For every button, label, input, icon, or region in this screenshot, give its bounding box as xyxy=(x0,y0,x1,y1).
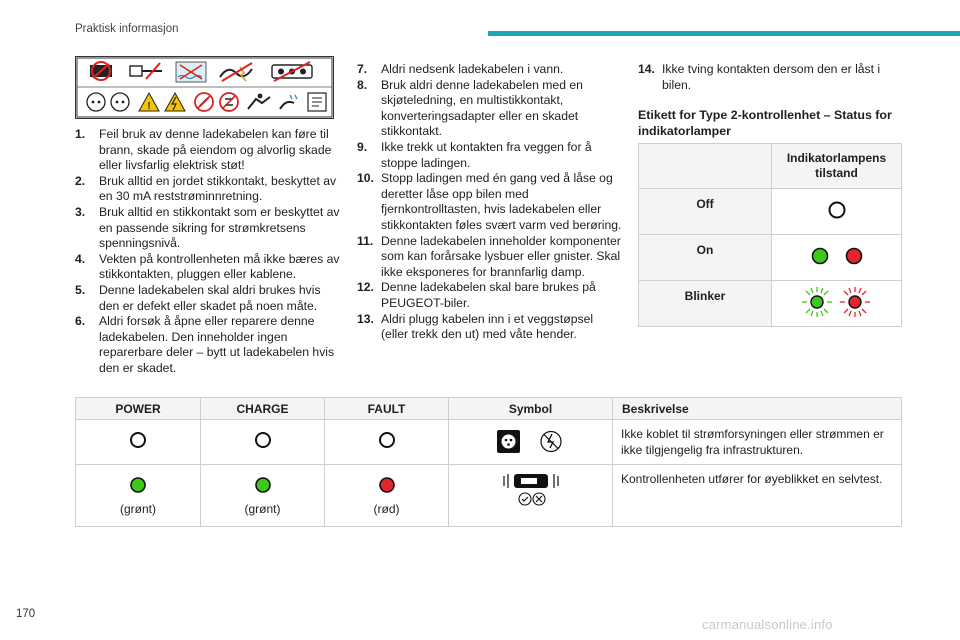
col-header-description: Beskrivelse xyxy=(613,398,902,420)
table-row xyxy=(76,420,902,465)
status-lamps-on xyxy=(772,235,902,281)
warning-label-image xyxy=(75,56,334,119)
lamp-blink-icons xyxy=(799,284,875,320)
symbol-cell xyxy=(449,465,613,527)
list-item: 2. Bruk alltid en jordet stikkontakt, beskyttet av en 30 mA reststrøminnretning. xyxy=(75,173,337,204)
check-ok-icon xyxy=(519,493,531,505)
svg-text:!: ! xyxy=(147,101,151,112)
power-cell xyxy=(76,465,201,527)
watermark: carmanualsonline.info xyxy=(702,617,833,632)
no-water-icon xyxy=(176,62,206,82)
status-label-blink: Blinker xyxy=(639,281,772,327)
safety-list-right xyxy=(638,62,900,93)
list-item: 4. Vekten på kontrollenheten må ikke bæres av stikkontakten, pluggen eller kablene. xyxy=(75,251,340,282)
plug-icon xyxy=(497,430,520,453)
lamp-green-icon xyxy=(252,474,274,496)
control-unit-test-icon xyxy=(496,472,566,508)
col-header-symbol: Symbol xyxy=(449,398,613,420)
lamp-off-icon xyxy=(252,429,274,451)
fault-cell xyxy=(325,465,449,527)
charge-cell xyxy=(201,465,325,527)
col-header-charge: CHARGE xyxy=(201,398,325,420)
status-section-title: Etikett for Type 2-kontrollenhet – Status for indikatorlamper xyxy=(638,108,892,138)
description-cell: Kontrollenheten utfører for øyeblikket en selvtest. xyxy=(613,465,902,527)
list-item: 1. Feil bruk av denne ladekabelen kan føre til brann, skade på eiendom og alvorlig skade eller livsfarlig elektrisk støt! xyxy=(75,127,332,173)
status-label-on: On xyxy=(639,235,772,281)
no-power-icon xyxy=(541,432,561,452)
power-cell xyxy=(76,420,201,465)
list-item: 13. Aldri plugg kabelen inn i et veggstøpsel (eller trekk den ut) med våte hender. xyxy=(357,311,594,342)
header-accent-bar xyxy=(488,31,960,36)
lamp-red-icon xyxy=(846,249,861,264)
list-item: 5. Denne ladekabelen skal aldri brukes hvis den er defekt eller skadet på noen måte. xyxy=(75,282,321,313)
status-col-header: Indikatorlampens tilstand xyxy=(772,144,902,189)
lamp-green-icon xyxy=(812,249,827,264)
lamp-green-blink-icon xyxy=(802,287,832,317)
status-lamps-off xyxy=(772,189,902,235)
description-cell: Ikke koblet til strømforsyningen eller strømmen er ikke tilgjengelig fra infrastrukturen. xyxy=(613,420,902,465)
symbol-cell xyxy=(449,420,613,465)
indicator-status-table xyxy=(638,143,902,327)
list-item: 7. Aldri nedsenk ladekabelen i vann. xyxy=(357,62,564,76)
page-number: 170 xyxy=(16,608,36,620)
lamp-off-icon xyxy=(127,429,149,451)
list-item: 9. Ikke trekk ut kontakten fra veggen for å stoppe ladingen. xyxy=(357,139,592,170)
lamp-red-icon xyxy=(376,474,398,496)
list-item: 11. Denne ladekabelen inneholder komponenter som kan forårsake lysbuer eller gnister. Skal ikke eksponeres for brannfarlig damp. xyxy=(357,233,621,279)
list-item: 8. Bruk aldri denne ladekabelen med en skjøteledning, en multistikkontakt, konverteringsadapter eller en skadet stikkontakt. xyxy=(357,77,583,139)
col-header-fault: FAULT xyxy=(325,398,449,420)
list-item: 10. Stopp ladingen med én gang ved å låse og deretter låse opp bilen med fjernkontrolltasten, hvis ladekabelen eller stikkontakten føles svært varm ved berøring. xyxy=(357,171,622,232)
list-item: 3. Bruk alltid en stikkontakt som er beskyttet av en passende sikring for strømkretsens spenningsnivå. xyxy=(75,204,340,251)
fault-cell xyxy=(325,420,449,465)
lamp-color-label: (grønt) xyxy=(120,502,156,516)
check-fault-icon xyxy=(533,493,545,505)
col-header-power: POWER xyxy=(76,398,201,420)
lamp-green-icon xyxy=(127,474,149,496)
table-row xyxy=(76,465,902,527)
charge-cell xyxy=(201,420,325,465)
lamp-red-blink-icon xyxy=(840,287,870,317)
status-lamps-blink xyxy=(772,281,902,327)
lamp-on-icons xyxy=(802,244,872,268)
lamp-color-label: (grønt) xyxy=(244,502,281,516)
safety-list-left xyxy=(75,127,341,377)
list-item: 12. Denne ladekabelen skal bare brukes på PEUGEOT-biler. xyxy=(357,280,596,310)
read-manual-icon xyxy=(308,93,326,111)
status-empty-header xyxy=(639,144,772,189)
lamp-off-icon xyxy=(825,198,849,222)
status-description-table xyxy=(75,397,902,527)
list-item: 14. Ikke tving kontakten dersom den er låst i bilen. xyxy=(638,62,881,92)
lamp-color-label: (rød) xyxy=(373,502,400,516)
section-title: Praktisk informasjon xyxy=(75,23,179,35)
status-label-off: Off xyxy=(639,189,772,235)
no-multiple-socket-icon xyxy=(272,62,312,81)
symbol-group xyxy=(491,429,571,455)
lamp-off-icon xyxy=(376,429,398,451)
safety-list-middle xyxy=(357,62,622,343)
list-item: 6. Aldri forsøk å åpne eller reparere denne ladekabelen. Den inneholder ingen reparerbare deler – bytt ut ladekabelen hvis den er skadet. xyxy=(75,314,335,375)
